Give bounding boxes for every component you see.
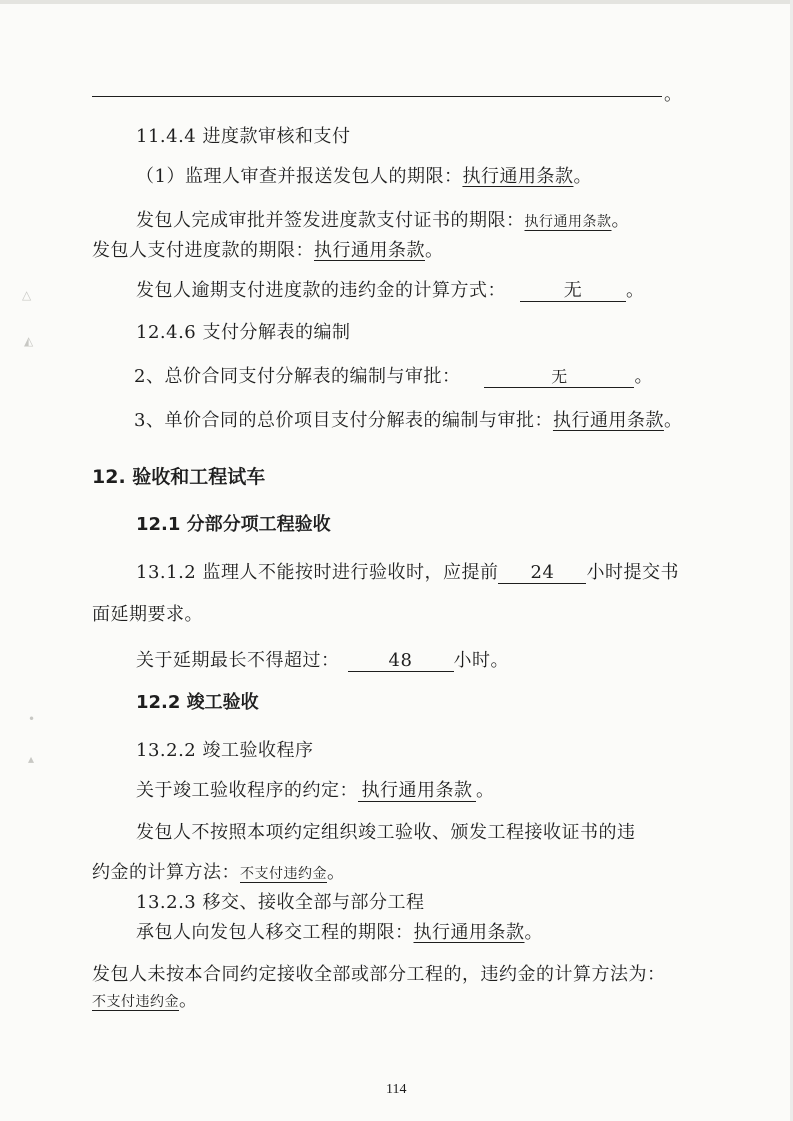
section-12-heading: 12. 验收和工程试车 xyxy=(92,466,266,488)
unit-price-schedule-end: 。 xyxy=(663,410,683,431)
late-penalty-end: 。 xyxy=(626,280,645,301)
acceptance-procedure-label: 关于竣工验收程序的约定： xyxy=(136,780,358,801)
scan-mark: ◭ xyxy=(24,334,34,348)
unit-price-schedule-line xyxy=(134,406,682,432)
approval-deadline-value: 执行通用条款 xyxy=(524,214,612,230)
section-12-4-6-title: 12.4.6 支付分解表的编制 xyxy=(136,322,351,343)
scan-mark: ▴ xyxy=(28,752,35,766)
handover-deadline-value: 执行通用条款 xyxy=(413,922,525,943)
unit-price-schedule-value: 执行通用条款 xyxy=(552,410,664,431)
section-13-2-2-title: 13.2.2 竣工验收程序 xyxy=(136,740,314,761)
approval-deadline-line xyxy=(136,206,630,232)
max-extension-unit: 小时。 xyxy=(453,650,509,671)
review-deadline-label: （1）监理人审查并报送发包人的期限： xyxy=(136,166,463,187)
payment-deadline-value: 执行通用条款 xyxy=(314,240,425,261)
max-extension-hours: 48 xyxy=(348,651,454,672)
lump-sum-schedule-label: 2、总价合同支付分解表的编制与审批： xyxy=(134,366,461,387)
inspection-delay-line xyxy=(136,558,679,584)
inspection-delay-label: 13.1.2 监理人不能按时进行验收时，应提前 xyxy=(136,562,499,583)
max-extension-label: 关于延期最长不得超过： xyxy=(136,650,340,671)
top-rule xyxy=(92,96,662,97)
review-deadline-line xyxy=(136,162,592,188)
payment-deadline-line xyxy=(92,236,444,262)
acceptance-procedure-line xyxy=(136,776,495,802)
handover-deadline-end: 。 xyxy=(524,922,543,943)
unit-price-schedule-label: 3、单价合同的总价项目支付分解表的编制与审批： xyxy=(134,410,553,431)
section-11-4-4-title: 11.4.4 进度款审核和支付 xyxy=(136,126,351,147)
section-12-1-heading: 12.1 分部分项工程验收 xyxy=(136,514,331,535)
late-penalty-value: 无 xyxy=(520,281,626,302)
takeover-penalty-continuation xyxy=(92,986,198,1012)
handover-deadline-line xyxy=(136,918,543,944)
takeover-penalty-line: 发包人未按本合同约定接收全部或部分工程的，违约金的计算方法为： xyxy=(92,964,666,985)
max-extension-line xyxy=(136,646,509,672)
late-penalty-line xyxy=(136,276,645,302)
section-13-2-3-title: 13.2.3 移交、接收全部与部分工程 xyxy=(136,892,425,913)
takeover-penalty-value: 不支付违约金 xyxy=(92,994,179,1010)
acceptance-penalty-end: 。 xyxy=(327,862,346,883)
late-penalty-label: 发包人逾期支付进度款的违约金的计算方式： xyxy=(136,280,506,301)
acceptance-penalty-continuation xyxy=(92,858,346,884)
review-deadline-value: 执行通用条款 xyxy=(462,166,574,187)
review-deadline-end: 。 xyxy=(573,166,592,187)
scan-mark: • xyxy=(28,712,36,726)
inspection-delay-hours: 24 xyxy=(498,563,586,584)
takeover-penalty-end: 。 xyxy=(179,990,198,1011)
payment-deadline-label: 发包人支付进度款的期限： xyxy=(92,240,314,261)
scan-mark: △ xyxy=(22,288,32,302)
lump-sum-schedule-end: 。 xyxy=(634,366,653,387)
lump-sum-schedule-value: 无 xyxy=(484,367,634,388)
acceptance-penalty-line: 发包人不按照本项约定组织竣工验收、颁发工程接收证书的违 xyxy=(136,822,636,843)
payment-deadline-end: 。 xyxy=(425,240,444,261)
inspection-delay-continuation: 面延期要求。 xyxy=(92,604,203,625)
approval-deadline-label: 发包人完成审批并签发进度款支付证书的期限： xyxy=(136,210,525,231)
top-rule-end: 。 xyxy=(664,84,683,105)
inspection-delay-tail: 小时提交书 xyxy=(586,562,679,583)
page-number: 114 xyxy=(386,1082,407,1097)
handover-deadline-label: 承包人向发包人移交工程的期限： xyxy=(136,922,414,943)
acceptance-penalty-label: 约金的计算方法： xyxy=(92,862,240,883)
acceptance-procedure-end: 。 xyxy=(476,780,495,801)
acceptance-procedure-value: 执行通用条款 xyxy=(358,781,476,802)
approval-deadline-end: 。 xyxy=(611,210,630,231)
scan-top-edge xyxy=(0,0,793,4)
lump-sum-schedule-line xyxy=(134,362,653,388)
acceptance-penalty-value: 不支付违约金 xyxy=(240,866,327,882)
section-12-2-heading: 12.2 竣工验收 xyxy=(136,692,259,713)
